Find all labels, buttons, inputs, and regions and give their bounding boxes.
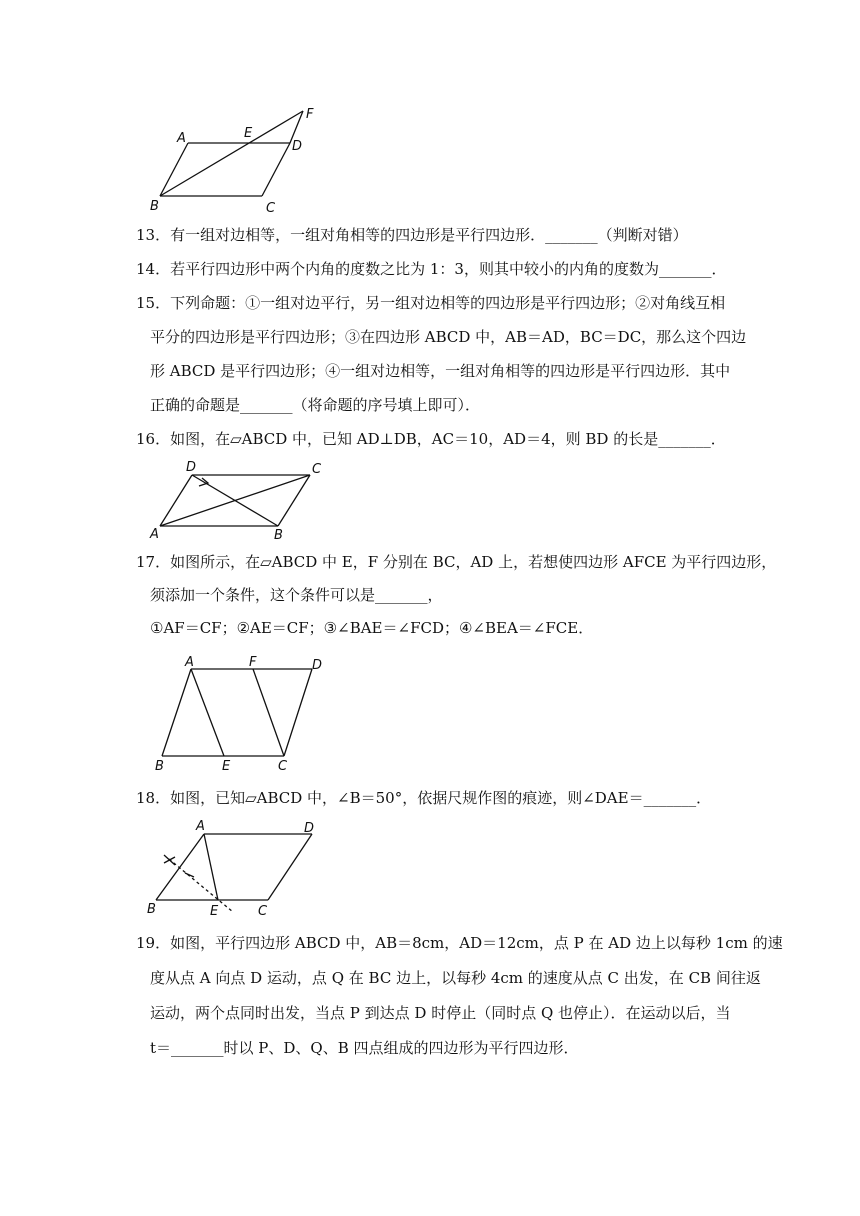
question-17-line-2: 须添加一个条件，这个条件可以是_______， — [150, 586, 443, 604]
label-B: B — [155, 759, 164, 774]
label-D: D — [292, 139, 303, 154]
label-A: A — [150, 527, 159, 540]
label-C: C — [258, 904, 268, 919]
label-E: E — [244, 126, 253, 141]
line-FC — [253, 669, 284, 756]
edge-DA — [160, 475, 192, 526]
edge-CD — [262, 143, 290, 196]
question-19-line-4: t＝_______时以 P、D、Q、B 四点组成的四边形为平行四边形． — [150, 1039, 579, 1057]
label-C: C — [266, 201, 276, 216]
line-BF — [160, 111, 303, 196]
label-D: D — [186, 460, 197, 475]
label-D: D — [312, 658, 323, 673]
edge-BC — [278, 475, 310, 526]
question-16: 16．如图，在▱ABCD 中，已知 AD⊥DB，AC＝10，AD＝4，则 BD 的长是_______． — [136, 430, 726, 448]
question-15-line-4: 正确的命题是_______（将命题的序号填上即可）． — [150, 396, 481, 414]
figure-q17 — [148, 652, 338, 777]
question-18: 18．如图，已知▱ABCD 中，∠B＝50°，依据尺规作图的痕迹，则∠DAE＝_______． — [136, 789, 712, 807]
label-E: E — [210, 904, 219, 919]
figure-q12 — [140, 100, 340, 220]
label-B: B — [274, 528, 283, 540]
question-15-line-2: 平分的四边形是平行四边形；③在四边形 ABCD 中，AB＝AD，BC＝DC，那么这个四边 — [150, 328, 747, 346]
edge-CD — [268, 834, 312, 900]
diagonal-DB — [192, 475, 278, 526]
label-C: C — [278, 759, 288, 774]
question-19-line-1: 19．如图，平行四边形 ABCD 中，AB＝8cm，AD＝12cm，点 P 在 AD 边上以每秒 1cm 的速 — [136, 934, 783, 952]
edge-AB — [156, 834, 204, 900]
question-13: 13．有一组对边相等，一组对角相等的四边形是平行四边形．_______（判断对错） — [136, 226, 688, 244]
label-C: C — [312, 462, 322, 477]
arc-mark-1b — [164, 857, 175, 863]
edge-AB — [162, 669, 191, 756]
question-19-line-3: 运动，两个点同时出发，当点 P 到达点 D 时停止（同时点 Q 也停止）．在运动以后，当 — [150, 1004, 731, 1022]
question-19-line-2: 度从点 A 向点 D 运动，点 Q 在 BC 边上，以每秒 4cm 的速度从点 C 出发，在 CB 间往返 — [150, 969, 761, 987]
label-F: F — [249, 655, 257, 670]
line-AE — [191, 669, 224, 756]
construction-line — [169, 859, 233, 912]
figure-q18 — [142, 815, 332, 920]
label-D: D — [304, 821, 315, 836]
question-14: 14．若平行四边形中两个内角的度数之比为 1：3，则其中较小的内角的度数为_______． — [136, 260, 727, 278]
label-A: A — [177, 131, 186, 146]
edge-CD — [284, 669, 312, 756]
label-B: B — [147, 902, 156, 917]
label-F: F — [306, 107, 314, 122]
label-A: A — [196, 819, 205, 834]
label-A: A — [185, 655, 194, 670]
label-B: B — [150, 199, 159, 214]
question-17-line-3: ①AF＝CF；②AE＝CF；③∠BAE＝∠FCD；④∠BEA＝∠FCE． — [150, 619, 594, 637]
figure-q16 — [146, 455, 336, 540]
question-17-line-1: 17．如图所示，在▱ABCD 中 E，F 分别在 BC，AD 上，若想使四边形 AFCE 为平行四边形， — [136, 553, 777, 571]
question-15-line-1: 15．下列命题：①一组对边平行，另一组对边相等的四边形是平行四边形；②对角线互相 — [136, 294, 726, 312]
question-15-line-3: 形 ABCD 是平行四边形；④一组对边相等，一组对角相等的四边形是平行四边形．其中 — [150, 362, 731, 380]
label-E: E — [222, 759, 231, 774]
